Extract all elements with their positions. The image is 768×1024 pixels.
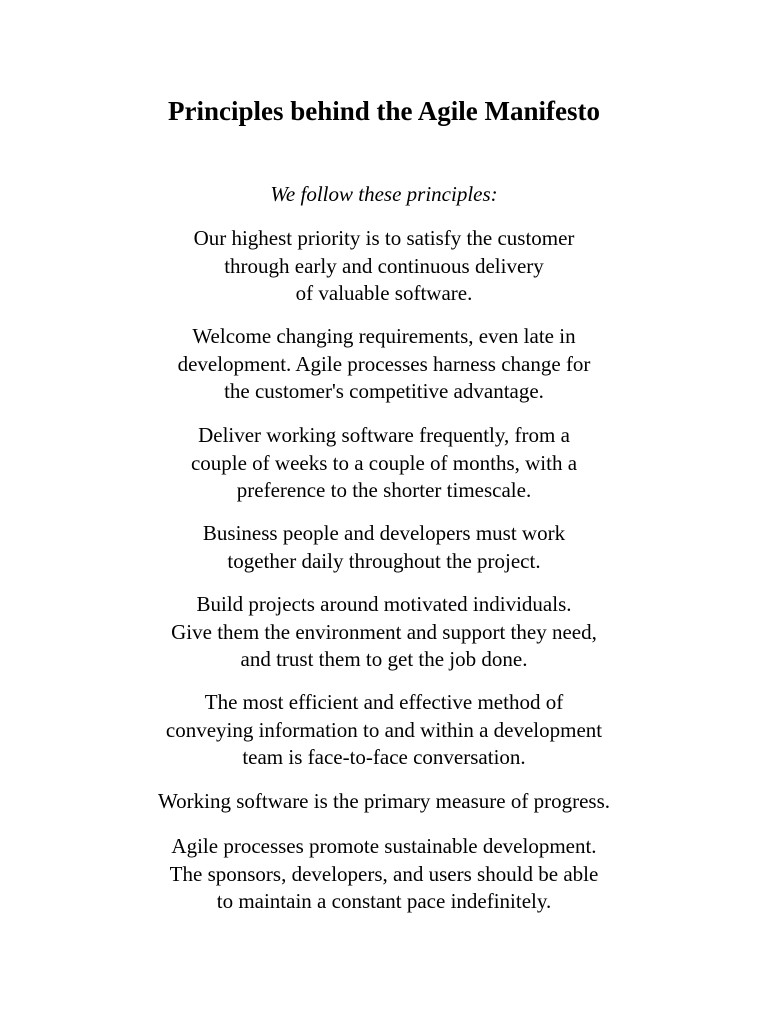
principle-line: of valuable software.	[295, 281, 473, 305]
principle-line: The most efficient and effective method of	[204, 690, 564, 714]
principle-line: preference to the shorter timescale.	[236, 478, 532, 502]
principle-2	[0, 323, 768, 406]
principle-line: Working software is the primary measure of progress.	[157, 789, 610, 813]
principle-8	[0, 833, 768, 916]
principle-6	[0, 689, 768, 772]
principle-line: together daily throughout the project.	[227, 548, 541, 573]
principle-line: Welcome changing requirements, even late in	[192, 324, 576, 348]
principle-line: the customer's competitive advantage.	[224, 379, 544, 403]
principle-line: The sponsors, developers, and users should be able	[169, 861, 599, 886]
principle-line: Agile processes promote sustainable development.	[171, 834, 597, 858]
intro-text: We follow these principles:	[270, 182, 498, 206]
principle-line: development. Agile processes harness change for	[177, 351, 591, 376]
principle-5	[0, 591, 768, 674]
principle-1	[0, 225, 768, 308]
page-title: Principles behind the Agile Manifesto	[168, 96, 600, 126]
principle-line: Give them the environment and support they need,	[171, 619, 597, 644]
principle-4	[0, 520, 768, 575]
principle-line: Deliver working software frequently, from a	[198, 423, 570, 447]
principle-line: Our highest priority is to satisfy the customer	[193, 226, 575, 250]
principle-line: to maintain a constant pace indefinitely.	[216, 889, 552, 913]
principle-7	[0, 788, 768, 816]
principle-line: couple of weeks to a couple of months, with a	[190, 450, 578, 475]
principle-line: and trust them to get the job done.	[240, 647, 528, 671]
principle-line: conveying information to and within a development	[165, 717, 603, 742]
principle-line: team is face-to-face conversation.	[242, 745, 526, 769]
principle-line: through early and continuous delivery	[224, 253, 544, 278]
principle-line: Business people and developers must work	[202, 521, 566, 545]
principle-line: Build projects around motivated individuals.	[196, 592, 572, 616]
principle-3	[0, 422, 768, 505]
